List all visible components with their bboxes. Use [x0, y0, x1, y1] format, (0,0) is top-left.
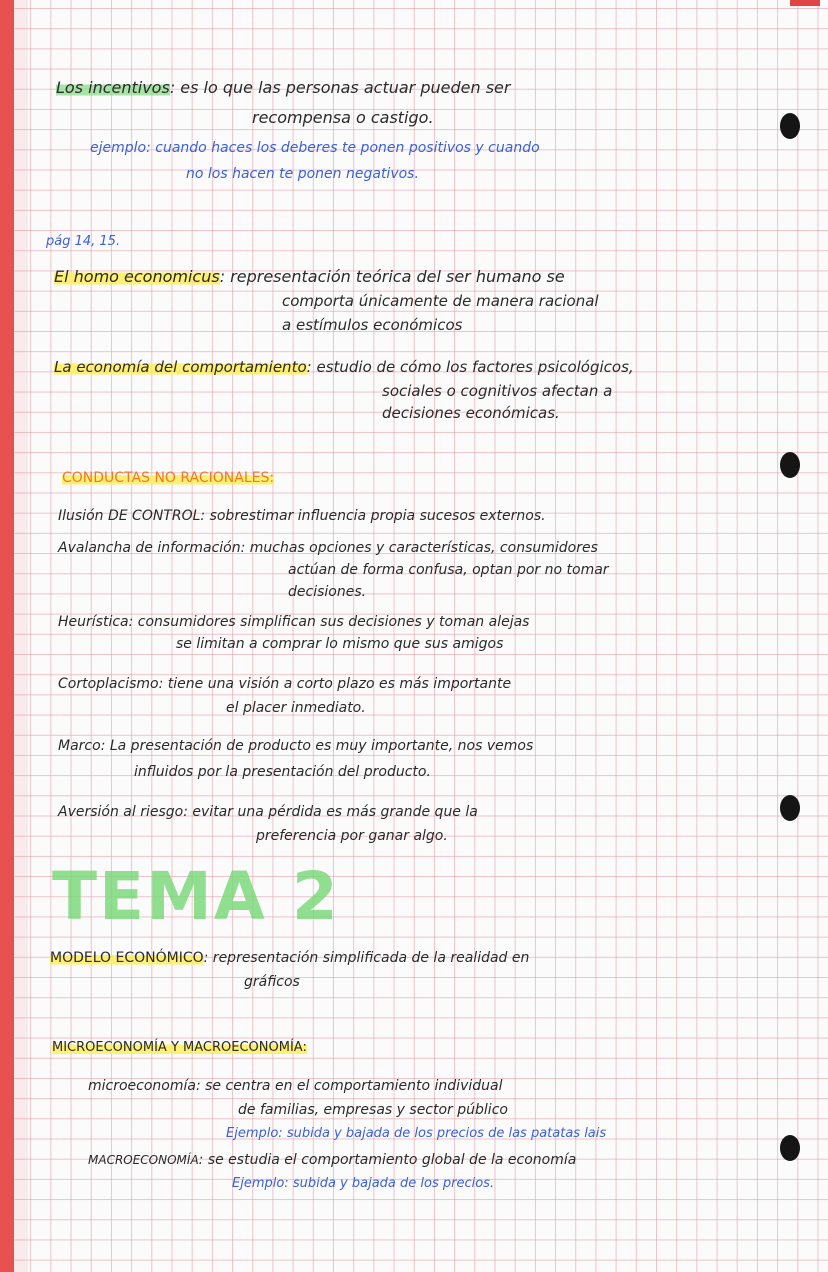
- info-avalanche-line: [58, 540, 598, 556]
- heuristics-def-2: se limitan a comprar lo mismo que sus amigos: [176, 636, 504, 652]
- homo-economicus-line: [54, 267, 565, 286]
- microeconomics-line: [88, 1078, 502, 1094]
- page-reference: pág 14, 15.: [46, 234, 121, 249]
- incentives-def-2: recompensa o castigo.: [252, 108, 434, 127]
- short-termism-def-1: : tiene una visión a corto plazo es más importante: [158, 676, 512, 692]
- info-avalanche-def-3: decisiones.: [288, 584, 367, 600]
- economic-model-line: [50, 950, 529, 966]
- framing-line: [58, 738, 533, 754]
- heuristics-line: [58, 614, 529, 630]
- incentives-example-1: ejemplo: cuando haces los deberes te ponen positivos y cuando: [90, 140, 540, 156]
- short-termism-def-2: el placer inmediato.: [226, 700, 366, 716]
- illusion-control-line: [58, 508, 546, 524]
- risk-aversion-def-1: : evitar una pérdida es más grande que la: [183, 804, 478, 820]
- homo-economicus-def-3: a estímulos económicos: [282, 316, 463, 334]
- irrational-behaviors-heading: CONDUCTAS NO RACIONALES:: [62, 470, 275, 486]
- risk-aversion-term: Aversión al riesgo: [58, 804, 184, 820]
- microeconomics-def-1: : se centra en el comportamiento individual: [195, 1078, 503, 1094]
- macroeconomics-line: [88, 1152, 576, 1168]
- incentives-line: [56, 78, 510, 97]
- risk-aversion-def-2: preferencia por ganar algo.: [256, 828, 448, 844]
- behavioral-econ-line: [54, 358, 634, 376]
- corner-mark: [790, 0, 820, 6]
- framing-def-1: : La presentación de producto es muy importante, nos vemos: [100, 738, 534, 754]
- homo-economicus-def-2: comporta únicamente de manera racional: [282, 292, 599, 310]
- margin-shadow: [14, 0, 28, 1272]
- behavioral-econ-def-1: : estudio de cómo los factores psicológicos,: [306, 358, 634, 376]
- behavioral-econ-def-2: sociales o cognitivos afectan a: [382, 382, 613, 400]
- binder-hole: [780, 452, 800, 478]
- homo-economicus-term: El homo economicus: [54, 267, 220, 286]
- red-margin-strip: [0, 0, 14, 1272]
- short-termism-line: [58, 676, 511, 692]
- illusion-control-def: : sobrestimar influencia propia sucesos externos.: [200, 508, 546, 524]
- economic-model-def-1: : representación simplificada de la realidad en: [203, 950, 530, 966]
- illusion-control-term: Ilusión DE CONTROL: [58, 508, 201, 524]
- macroeconomics-term: MACROECONOMÍA: [88, 1153, 199, 1167]
- behavioral-econ-def-3: decisiones económicas.: [382, 404, 560, 422]
- info-avalanche-def-1: : muchas opciones y características, consumidores: [240, 540, 598, 556]
- binder-hole: [780, 795, 800, 821]
- info-avalanche-term: Avalancha de información: [58, 540, 241, 556]
- info-avalanche-def-2: actúan de forma confusa, optan por no tomar: [288, 562, 609, 578]
- microeconomics-term: microeconomía: [88, 1078, 196, 1094]
- microeconomics-example: Ejemplo: subida y bajada de los precios de las patatas lais: [226, 1126, 607, 1141]
- economic-model-term: MODELO ECONÓMICO: [50, 950, 204, 966]
- incentives-term: Los incentivos: [56, 78, 170, 97]
- heuristics-def-1: : consumidores simplifican sus decisiones y toman alejas: [128, 614, 530, 630]
- heuristics-term: Heurística: [58, 614, 129, 630]
- framing-def-2: influidos por la presentación del producto.: [134, 764, 431, 780]
- tema-2-heading: TEMA 2: [52, 858, 340, 935]
- binder-hole: [780, 113, 800, 139]
- risk-aversion-line: [58, 804, 478, 820]
- macroeconomics-example: Ejemplo: subida y bajada de los precios.: [232, 1176, 495, 1191]
- short-termism-term: Cortoplacismo: [58, 676, 159, 692]
- framing-term: Marco: [58, 738, 101, 754]
- micro-macro-heading: MICROECONOMÍA Y MACROECONOMÍA:: [52, 1040, 307, 1055]
- binder-hole: [780, 1135, 800, 1161]
- homo-economicus-def-1: : representación teórica del ser humano se: [219, 267, 565, 286]
- incentives-example-2: no los hacen te ponen negativos.: [186, 166, 419, 182]
- economic-model-def-2: gráficos: [244, 974, 300, 990]
- microeconomics-def-2: de familias, empresas y sector público: [238, 1102, 508, 1118]
- macroeconomics-def-1: : se estudia el comportamiento global de la economía: [198, 1152, 577, 1168]
- incentives-def-1: : es lo que las personas actuar pueden ser: [169, 78, 511, 97]
- behavioral-econ-term: La economía del comportamiento: [54, 358, 307, 376]
